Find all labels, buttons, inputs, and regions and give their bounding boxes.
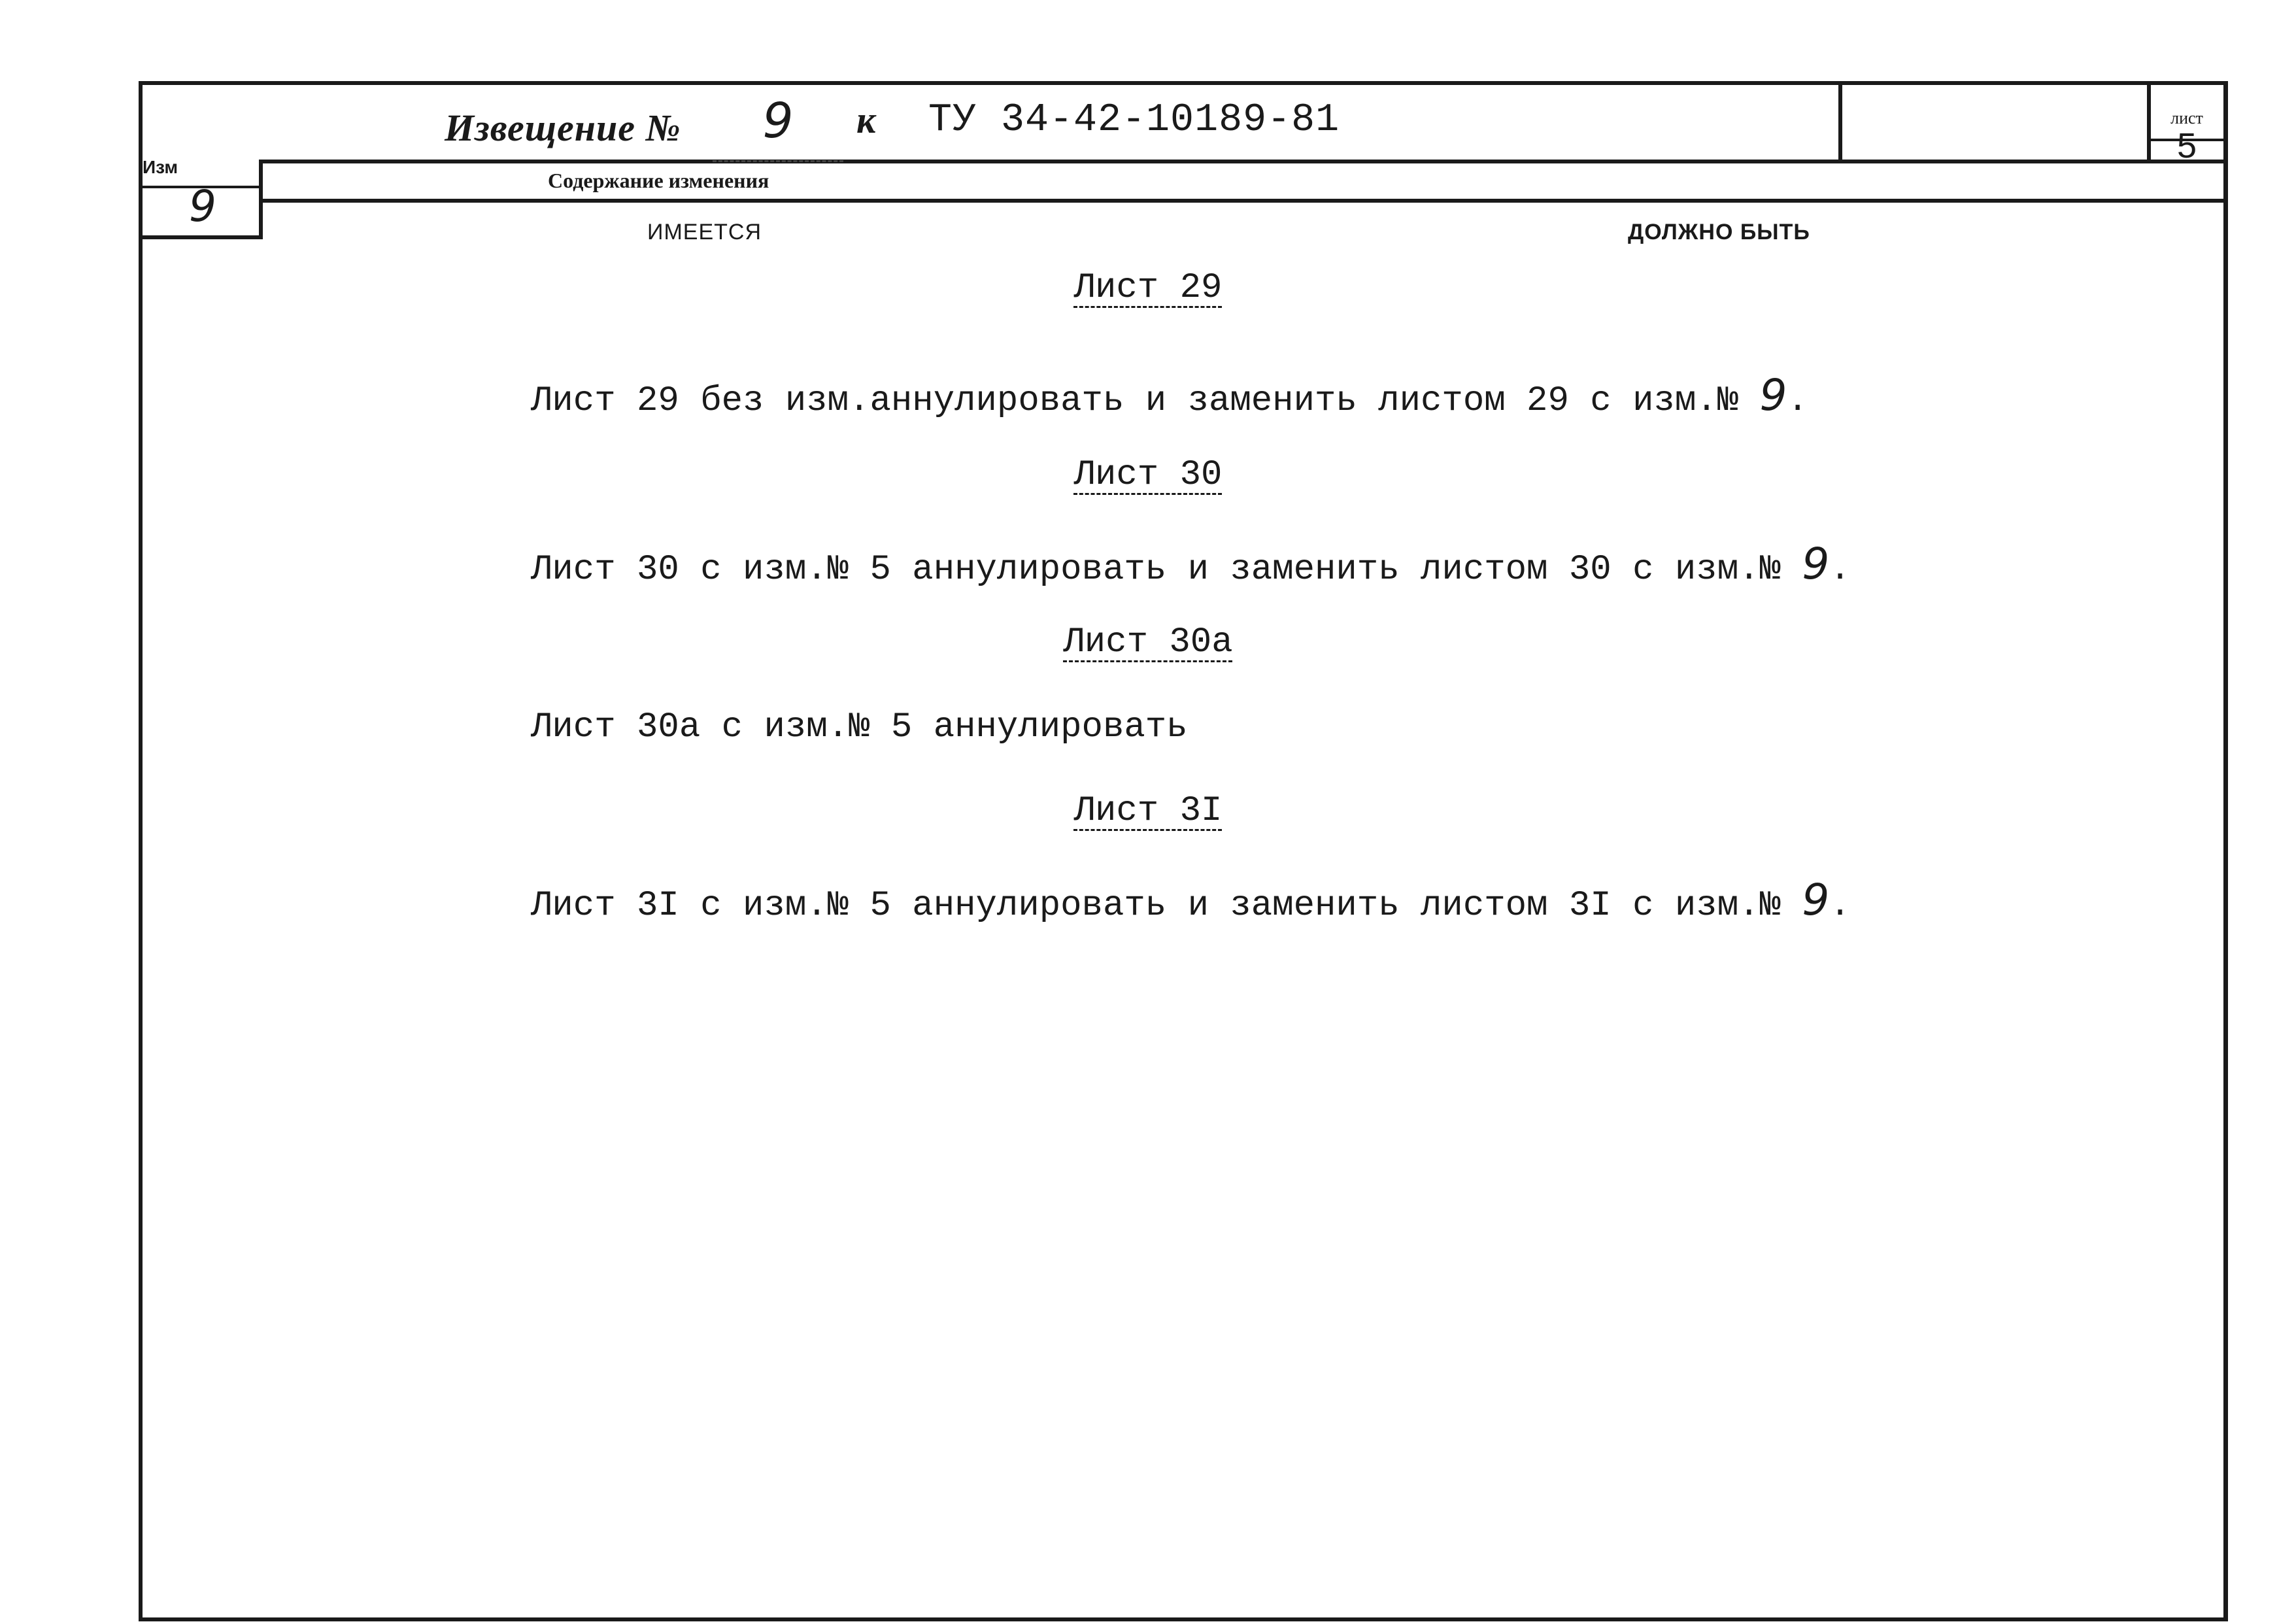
header-divider-1 xyxy=(1838,81,1842,160)
notice-title: Извещение № xyxy=(445,106,681,149)
section-heading-sheet-29: Лист 29 xyxy=(1073,268,1223,308)
handwritten-change-number: 9 xyxy=(1802,539,1830,589)
notice-number: 9 xyxy=(713,90,843,162)
notice-to-label: к xyxy=(856,99,876,141)
izm-label: Изм xyxy=(143,157,178,177)
document-code: ТУ 34-42-10189-81 xyxy=(928,98,1340,143)
section-heading-sheet-30a: Лист 30а xyxy=(1063,622,1233,662)
section-heading-sheet-31: Лист 3I xyxy=(1073,791,1223,831)
sheet-label: лист xyxy=(2170,109,2203,127)
handwritten-change-number: 9 xyxy=(1802,875,1830,925)
izm-box-right-rule xyxy=(259,160,263,239)
sheet-number: 5 xyxy=(2176,126,2197,165)
handwritten-change-number: 9 xyxy=(1759,370,1787,420)
document-frame xyxy=(139,81,2228,1621)
content-label-rule xyxy=(262,199,2228,203)
izm-value: 9 xyxy=(189,181,216,231)
header-top-rule xyxy=(139,81,2228,85)
section-text-sheet-31: Лист 3I с изм.№ 5 аннулировать и заменить листом 3I с изм.№ 9. xyxy=(531,875,1851,926)
content-of-change-label: Содержание изменения xyxy=(548,169,769,192)
section-text-sheet-29: Лист 29 без изм.аннулировать и заменить листом 29 с изм.№ 9. xyxy=(531,370,1808,421)
section-text-sheet-30a: Лист 30а с изм.№ 5 аннулировать xyxy=(531,707,1188,747)
section-heading-sheet-30: Лист 30 xyxy=(1073,455,1223,495)
column-heading-should-be: ДОЛЖНО БЫТЬ xyxy=(1628,220,1810,245)
izm-box-bottom-rule xyxy=(139,235,262,239)
section-text-sheet-30: Лист 30 с изм.№ 5 аннулировать и заменить листом 30 с изм.№ 9. xyxy=(531,539,1851,590)
column-heading-existing: ИМЕЕТСЯ xyxy=(647,220,762,245)
